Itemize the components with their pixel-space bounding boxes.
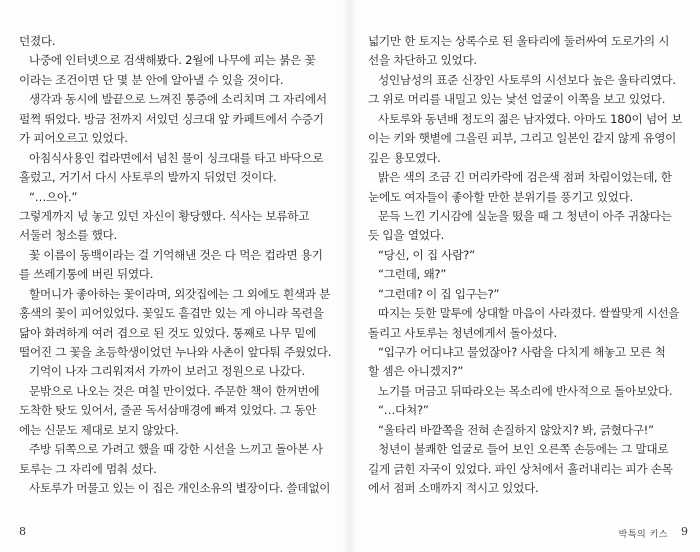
text-line: 에는 신문도 제대로 보지 않았다.	[19, 422, 179, 437]
text-line: 그 위로 머리를 내밀고 있는 낯선 얼굴이 이쪽을 보고 있었다.	[368, 92, 666, 107]
text-line: 듯 입을 열었다.	[368, 228, 445, 243]
text-line: 문밖으로 나오는 것은 며칠 만이었다. 주문한 책이 한꺼번에	[29, 383, 320, 398]
left-page-number: 8	[19, 525, 26, 538]
text-line: 생각과 동시에 발끝으로 느껴진 통증에 소리치며 그 자리에서	[29, 92, 327, 107]
text-line: 가 피어오르고 있었다.	[19, 131, 128, 146]
text-line: 문득 느낀 기시감에 실눈을 떴을 때 그 청년이 아주 귀찮다는	[378, 208, 672, 223]
text-line: 펄쩍 뛰었다. 방금 전까지 서있던 싱크대 앞 카페트에서 수증기	[19, 111, 324, 126]
text-line: 길게 긁힌 자국이 있었다. 파인 상처에서 흘러내리는 피가 손목	[368, 461, 673, 476]
text-line: 기억이 나자 그리워져서 가까이 보러고 정원으로 나갔다.	[29, 364, 305, 379]
text-line: “그런데? 이 집 입구는?”	[378, 286, 500, 301]
text-line: 성인남성의 표준 신장인 사토루의 시선보다 높은 울타리였다.	[378, 72, 676, 87]
text-line: “그런데, 왜?”	[378, 267, 447, 282]
text-line: 노기를 머금고 뒤따라오는 목소리에 반사적으로 돌아보았다.	[378, 383, 673, 398]
text-line: 도착한 탓도 있어서, 줄곧 독서삼매경에 빠져 있었다. 그 동안	[19, 403, 317, 418]
running-head: 박특의 키스	[618, 530, 668, 540]
text-line: 선을 차단하고 있었다.	[368, 53, 477, 68]
text-line: 사토루가 머물고 있는 이 집은 개인소유의 별장이다. 쓸데없이	[29, 481, 331, 496]
text-line: 눈에도 여자들이 좋아할 만한 분위기를 풍기고 있었다.	[368, 189, 633, 204]
text-line: 할 셈은 아니겠지?”	[368, 364, 464, 379]
right-page	[350, 0, 700, 552]
text-line: 나중에 인터넷으로 검색해봤다. 2월에 나무에 피는 붉은 꽃	[29, 53, 316, 68]
text-line: 돌리고 사토루는 청년에게서 돌아섰다.	[368, 325, 557, 340]
text-line: “당신, 이 집 사람?”	[378, 247, 475, 262]
text-line: 이는 키와 햇볕에 그을린 피부, 그리고 일본인 같지 않게 유영이	[368, 131, 677, 146]
text-line: 서둘러 청소를 했다.	[19, 228, 117, 243]
text-line: 그렇게까지 넋 놓고 있던 자신이 황당했다. 식사는 보류하고	[19, 208, 310, 223]
text-line: 홍색의 꽃이 피어있었다. 꽃잎도 흩겹만 있는 게 아니라 목련을	[19, 306, 324, 321]
text-line: 에서 점퍼 소매까지 적시고 있었다.	[368, 481, 539, 496]
text-line: “…으아.”	[29, 189, 78, 204]
text-line: 청년이 불쾌한 얼굴로 들어 보인 오른쪽 손등에는 그 말대로	[378, 442, 669, 457]
text-line: 떨어진 그 꽃을 초등학생이었던 누나와 사촌이 앞다퉈 주웠었다.	[19, 345, 332, 359]
text-line: “…다쳐?”	[378, 403, 429, 418]
text-line: 깊은 용모였다.	[368, 150, 441, 165]
text-line: “울타리 바깥쪽을 전혀 손질하지 않았지? 봐, 긁혔다구!”	[378, 422, 654, 437]
right-page-number: 9	[681, 525, 688, 538]
text-line: 꽃 이름이 동백이라는 걸 기억해낸 것은 다 먹은 컵라면 용기	[29, 247, 323, 262]
book-gutter-shadow	[343, 0, 357, 552]
right-page-body-text	[368, 32, 686, 499]
text-line: 닮아 화려하게 여러 겹으로 된 것도 있었다. 통째로 나무 밑에	[19, 325, 317, 340]
text-line: “입구가 어디냐고 물었잖아? 사람을 다치게 해놓고 모른 척	[378, 345, 666, 359]
text-line: 사토루와 동년배 정도의 젊은 남자였다. 아마도 180이 넘어 보	[378, 111, 683, 126]
text-line: 를 쓰레기통에 버린 뒤였다.	[19, 267, 154, 282]
left-page-body-text	[19, 32, 335, 499]
text-line: 할머니가 좋아하는 꽃이라며, 외갓집에는 그 외에도 흰색과 분	[29, 286, 331, 301]
text-line: 던졌다.	[19, 34, 56, 48]
text-line: 아침식사용인 컵라면에서 넘친 물이 싱크대를 타고 바닥으로	[29, 150, 324, 165]
text-line: 흘렀고, 거기서 다시 사토루의 발까지 뒤었던 것이다.	[19, 170, 277, 185]
text-line: 주방 뒤쪽으로 가려고 했을 때 강한 시선을 느끼고 돌아본 사	[29, 442, 323, 457]
text-line: 밝은 색의 조금 긴 머리카락에 검은색 점퍼 차림이었는데, 한	[378, 170, 672, 185]
text-line: 넓기만 한 토지는 상록수로 된 울타리에 둘러싸여 도로가의 시	[368, 34, 670, 48]
text-line: 토루는 그 자리에 멈춰 섰다.	[19, 461, 157, 476]
text-line: 따지는 듯한 말투에 상대할 마음이 사라졌다. 쌀쌀맞게 시선을	[378, 306, 680, 321]
text-line: 이라는 조건이면 단 몇 분 안에 알아낼 수 있을 것이다.	[19, 72, 284, 87]
